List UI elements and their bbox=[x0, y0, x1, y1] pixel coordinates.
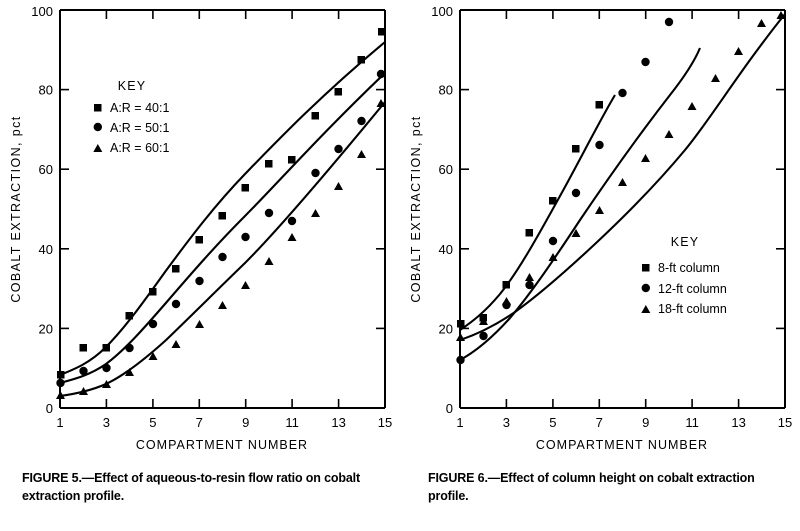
y-tick-labels bbox=[431, 4, 453, 416]
caption-line-2: extraction profile. bbox=[22, 488, 125, 503]
y-tick-label: 40 bbox=[38, 241, 53, 257]
y-axis-ticks bbox=[460, 10, 785, 408]
legend bbox=[641, 235, 727, 316]
y-tick-label: 100 bbox=[31, 4, 53, 19]
x-tick-label: 15 bbox=[777, 415, 793, 430]
axes-frame bbox=[460, 10, 785, 408]
y-tick-label: 0 bbox=[45, 401, 53, 416]
markers-ar-40 bbox=[57, 28, 386, 379]
legend-label: A:R = 60:1 bbox=[110, 141, 170, 155]
legend-swatch-triangle bbox=[641, 305, 650, 313]
x-tick-label: 11 bbox=[285, 415, 299, 430]
legend-label: A:R = 50:1 bbox=[110, 121, 170, 135]
markers-ar-60 bbox=[56, 99, 386, 399]
x-tick-labels bbox=[456, 415, 792, 430]
legend-title: KEY bbox=[670, 235, 700, 249]
legend-label: 18-ft column bbox=[658, 302, 727, 316]
x-axis-title: COMPARTMENT NUMBER bbox=[135, 438, 309, 452]
legend-label: 8-ft column bbox=[658, 261, 720, 275]
x-tick-label: 9 bbox=[642, 415, 650, 430]
x-tick-label: 7 bbox=[595, 415, 603, 430]
y-tick-labels bbox=[31, 4, 53, 416]
y-tick-label: 20 bbox=[438, 321, 453, 337]
y-tick-label: 40 bbox=[438, 241, 453, 257]
x-tick-label: 15 bbox=[377, 415, 393, 430]
legend-swatch-square bbox=[642, 264, 650, 272]
y-tick-label: 20 bbox=[38, 321, 53, 337]
x-tick-label: 7 bbox=[195, 415, 203, 430]
figure-5-plot bbox=[0, 0, 400, 470]
curve-18ft bbox=[460, 14, 785, 340]
caption-line-1: FIGURE 5.—Effect of aqueous-to-resin flow ratio on cobalt bbox=[22, 471, 360, 485]
curve-ar-50 bbox=[60, 73, 385, 383]
x-axis-ticks bbox=[460, 10, 785, 408]
y-axis-title: COBALT EXTRACTION, pct bbox=[9, 115, 23, 303]
y-tick-label: 80 bbox=[438, 82, 453, 98]
y-tick-label: 60 bbox=[438, 162, 453, 178]
legend-swatch-square bbox=[94, 104, 102, 112]
x-tick-label: 3 bbox=[502, 415, 511, 430]
figure-5-chart bbox=[0, 0, 400, 470]
x-tick-label: 13 bbox=[731, 415, 746, 430]
x-tick-label: 1 bbox=[456, 415, 464, 430]
y-tick-label: 0 bbox=[445, 401, 453, 416]
caption-line-1: FIGURE 6.—Effect of column height on cobalt extraction bbox=[428, 471, 755, 485]
legend-label: A:R = 40:1 bbox=[110, 101, 170, 115]
y-tick-label: 80 bbox=[38, 82, 53, 98]
legend-swatch-circle bbox=[94, 123, 102, 131]
y-tick-label: 100 bbox=[431, 4, 453, 19]
y-axis-title: COBALT EXTRACTION, pct bbox=[409, 115, 423, 303]
x-tick-label: 11 bbox=[685, 415, 699, 430]
figure-6-caption bbox=[428, 470, 790, 506]
legend-swatch-circle bbox=[642, 284, 650, 292]
figure-6 bbox=[400, 0, 800, 531]
x-tick-label: 1 bbox=[56, 415, 64, 430]
x-axis-title: COMPARTMENT NUMBER bbox=[535, 438, 709, 452]
x-tick-label: 5 bbox=[149, 415, 157, 430]
markers-ar-50 bbox=[56, 70, 385, 387]
legend-label: 12-ft column bbox=[658, 282, 727, 296]
legend bbox=[93, 79, 169, 155]
caption-line-2: profile. bbox=[428, 488, 469, 503]
markers-12ft bbox=[456, 18, 673, 364]
figure-6-plot bbox=[400, 0, 800, 470]
markers-18ft bbox=[456, 11, 786, 341]
x-tick-label: 9 bbox=[242, 415, 250, 430]
legend-title: KEY bbox=[117, 79, 147, 93]
figure-5-caption bbox=[22, 470, 384, 506]
x-tick-label: 13 bbox=[331, 415, 346, 430]
x-tick-label: 5 bbox=[549, 415, 557, 430]
x-tick-labels bbox=[56, 415, 392, 430]
legend-swatch-triangle bbox=[93, 144, 102, 152]
x-tick-label: 3 bbox=[102, 415, 111, 430]
figure-6-chart bbox=[400, 0, 800, 470]
y-tick-label: 60 bbox=[38, 162, 53, 178]
